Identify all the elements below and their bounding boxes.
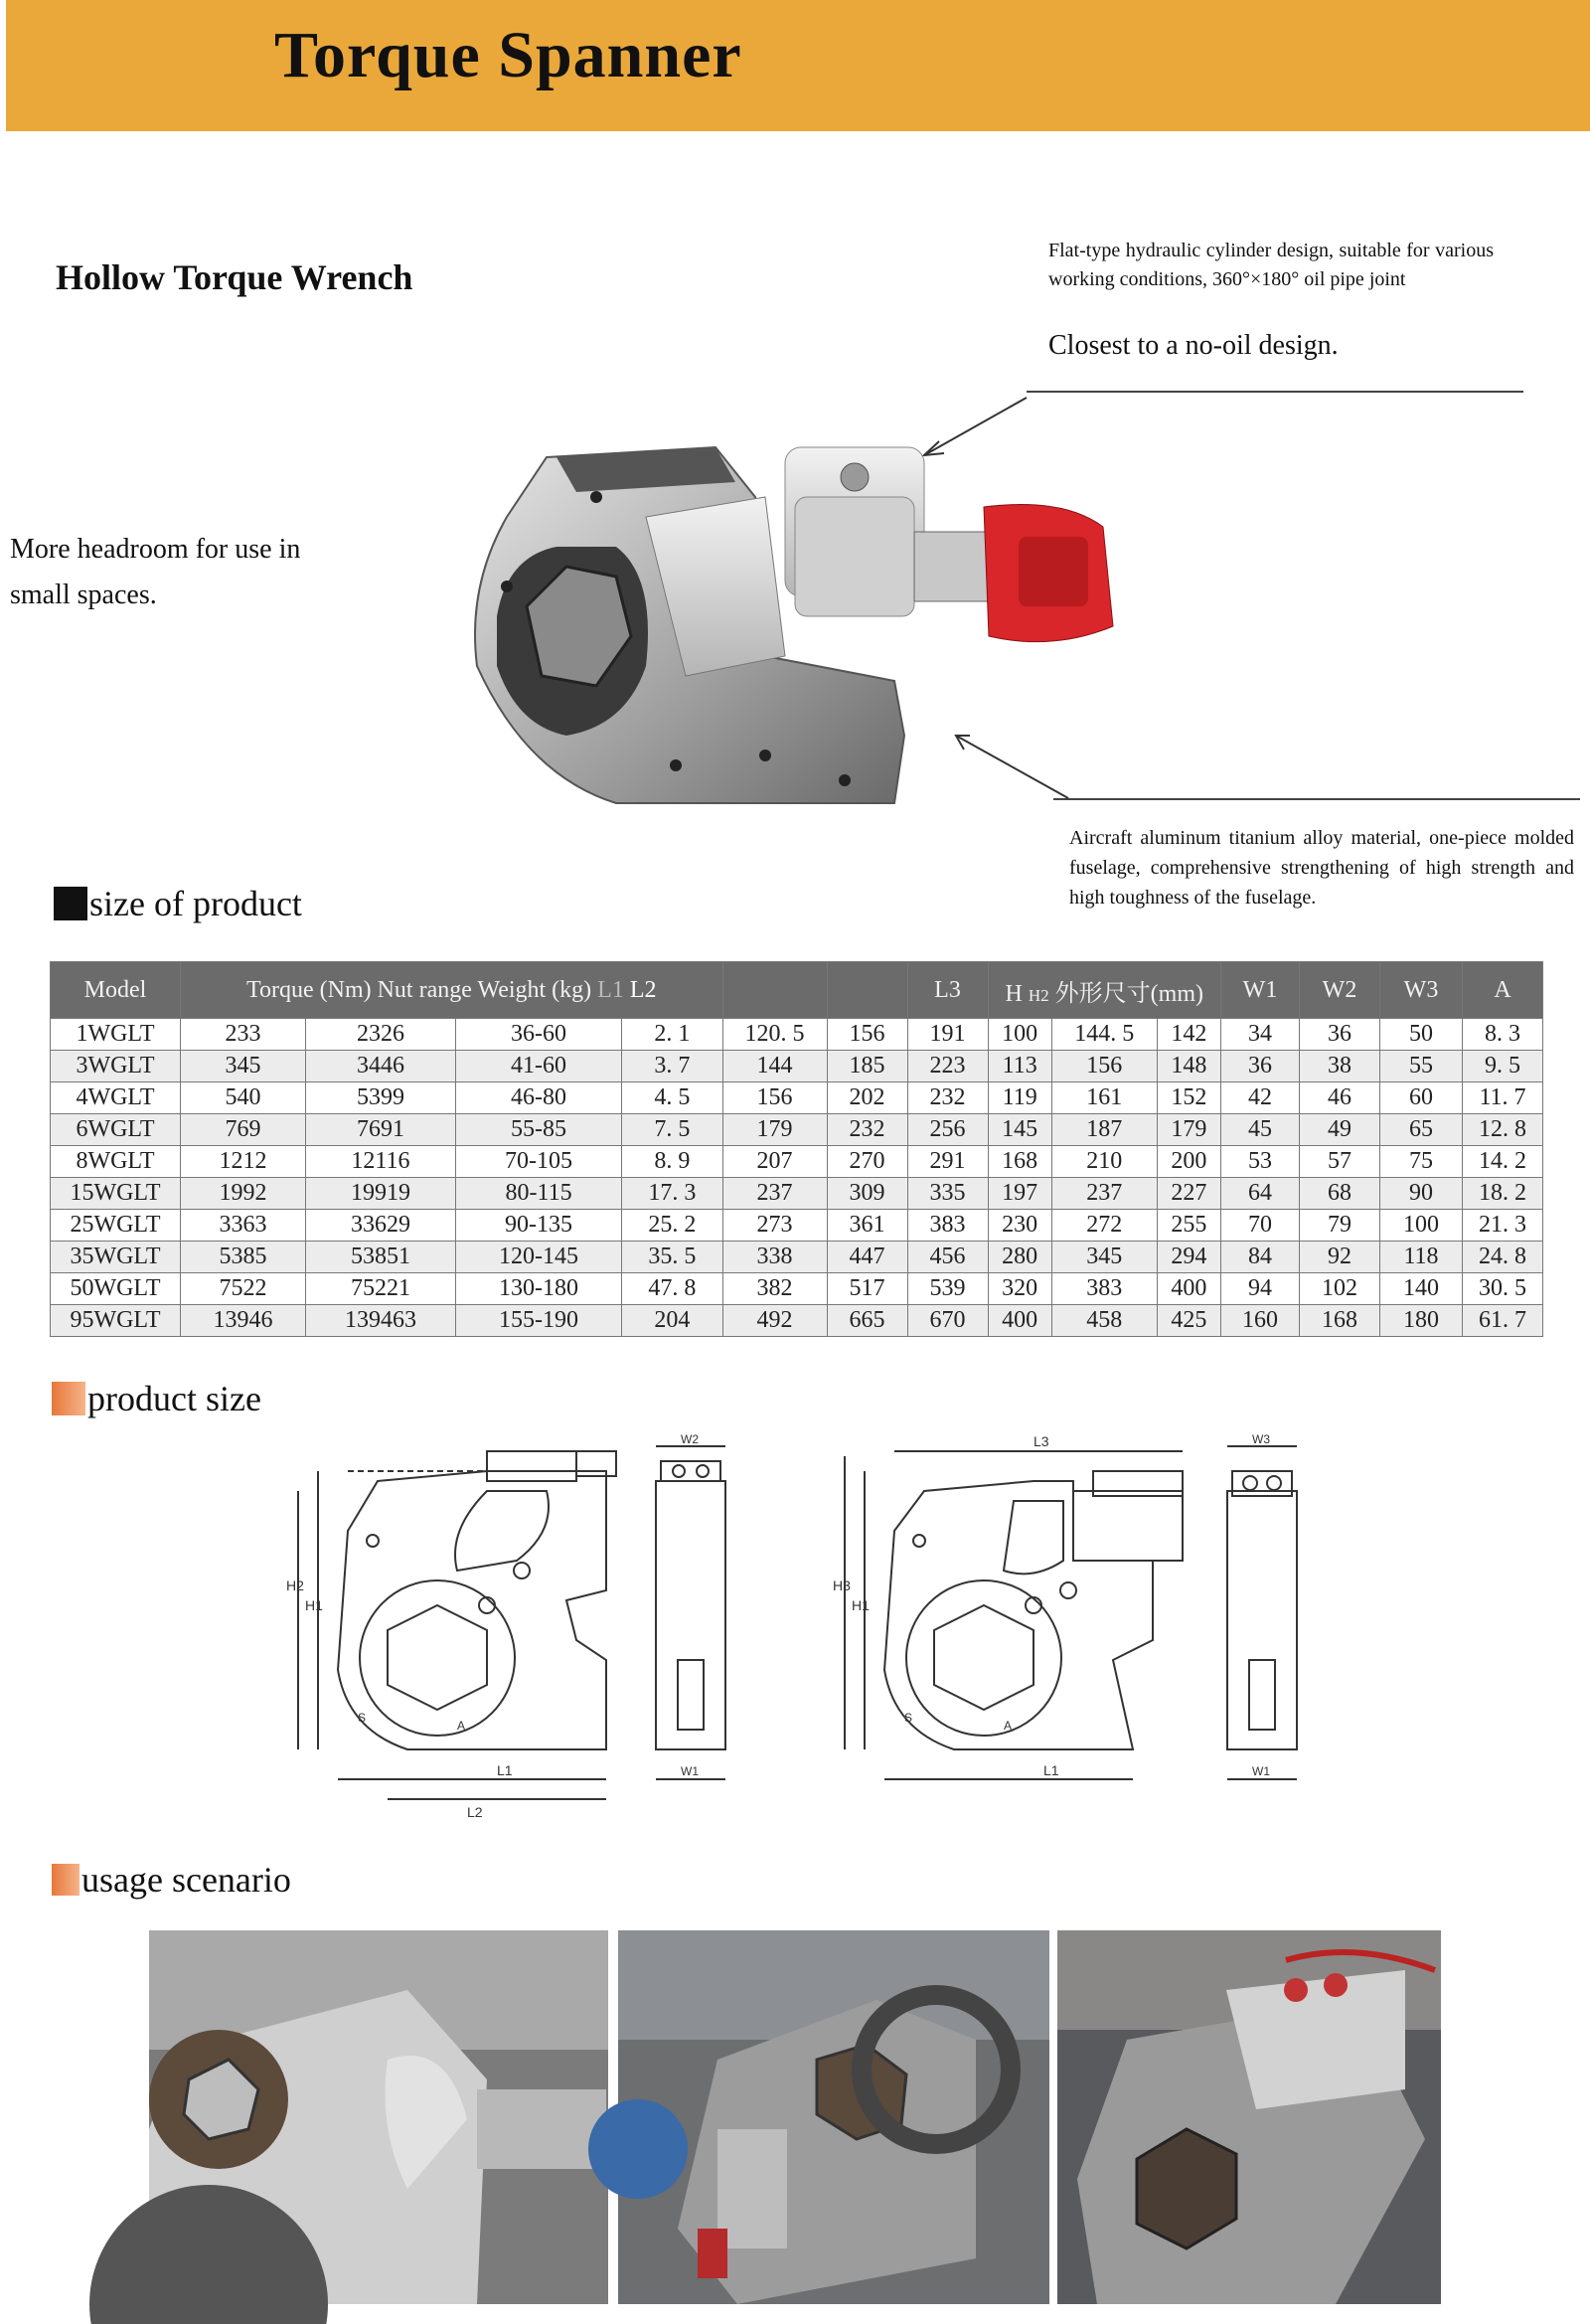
value-cell: 223 bbox=[907, 1051, 988, 1082]
value-cell: 19919 bbox=[306, 1178, 456, 1210]
value-cell: 90 bbox=[1380, 1178, 1463, 1210]
value-cell: 232 bbox=[827, 1114, 907, 1146]
value-cell: 75221 bbox=[306, 1273, 456, 1305]
model-cell: 25WGLT bbox=[51, 1210, 181, 1242]
value-cell: 237 bbox=[1051, 1178, 1157, 1210]
col-h-group bbox=[988, 962, 1220, 1019]
page-title: Torque Spanner bbox=[274, 19, 742, 91]
usage-photo-3 bbox=[1057, 1930, 1441, 2304]
col-l2: L2 bbox=[629, 976, 657, 1003]
value-cell: 35. 5 bbox=[622, 1242, 722, 1273]
value-cell: 383 bbox=[907, 1210, 988, 1242]
value-cell: 100 bbox=[988, 1019, 1051, 1051]
value-cell: 24. 8 bbox=[1463, 1242, 1543, 1273]
value-cell: 1992 bbox=[181, 1178, 306, 1210]
value-cell: 8. 9 bbox=[622, 1146, 722, 1178]
value-cell: 179 bbox=[1157, 1114, 1220, 1146]
value-cell: 50 bbox=[1380, 1019, 1463, 1051]
table-row bbox=[51, 1178, 1543, 1210]
value-cell: 670 bbox=[907, 1305, 988, 1337]
col-w1: W1 bbox=[1221, 962, 1300, 1019]
value-cell: 185 bbox=[827, 1051, 907, 1082]
value-cell: 120. 5 bbox=[722, 1019, 827, 1051]
callout-line-bottom bbox=[1053, 798, 1580, 800]
value-cell: 345 bbox=[1051, 1242, 1157, 1273]
value-cell: 18. 2 bbox=[1463, 1178, 1543, 1210]
model-cell: 3WGLT bbox=[51, 1051, 181, 1082]
value-cell: 140 bbox=[1380, 1273, 1463, 1305]
value-cell: 65 bbox=[1380, 1114, 1463, 1146]
value-cell: 55-85 bbox=[455, 1114, 621, 1146]
value-cell: 382 bbox=[722, 1273, 827, 1305]
value-cell: 233 bbox=[181, 1019, 306, 1051]
value-cell: 12. 8 bbox=[1463, 1114, 1543, 1146]
value-cell: 539 bbox=[907, 1273, 988, 1305]
value-cell: 130-180 bbox=[455, 1273, 621, 1305]
value-cell: 517 bbox=[827, 1273, 907, 1305]
specifications-table bbox=[50, 961, 1543, 1337]
table-row bbox=[51, 1146, 1543, 1178]
value-cell: 320 bbox=[988, 1273, 1051, 1305]
value-cell: 68 bbox=[1300, 1178, 1380, 1210]
value-cell: 291 bbox=[907, 1146, 988, 1178]
model-cell: 4WGLT bbox=[51, 1082, 181, 1114]
product-subtitle: Hollow Torque Wrench bbox=[56, 257, 413, 297]
value-cell: 119 bbox=[988, 1082, 1051, 1114]
col-l1: L1 bbox=[597, 976, 624, 1003]
value-cell: 46-80 bbox=[455, 1082, 621, 1114]
value-cell: 49 bbox=[1300, 1114, 1380, 1146]
value-cell: 139463 bbox=[306, 1305, 456, 1337]
section-marker-icon bbox=[52, 1382, 85, 1415]
value-cell: 200 bbox=[1157, 1146, 1220, 1178]
value-cell: 13946 bbox=[181, 1305, 306, 1337]
col-a: A bbox=[1463, 962, 1543, 1019]
value-cell: 144. 5 bbox=[1051, 1019, 1157, 1051]
value-cell: 79 bbox=[1300, 1210, 1380, 1242]
value-cell: 144 bbox=[722, 1051, 827, 1082]
section-marker-icon bbox=[52, 1864, 80, 1896]
table-row bbox=[51, 1019, 1543, 1051]
value-cell: 120-145 bbox=[455, 1242, 621, 1273]
value-cell: 227 bbox=[1157, 1178, 1220, 1210]
value-cell: 383 bbox=[1051, 1273, 1157, 1305]
value-cell: 155-190 bbox=[455, 1305, 621, 1337]
value-cell: 156 bbox=[722, 1082, 827, 1114]
value-cell: 36 bbox=[1221, 1051, 1300, 1082]
value-cell: 3446 bbox=[306, 1051, 456, 1082]
col-l1-blank bbox=[722, 962, 827, 1019]
value-cell: 180 bbox=[1380, 1305, 1463, 1337]
value-cell: 161 bbox=[1051, 1082, 1157, 1114]
table-row bbox=[51, 1114, 1543, 1146]
col-h: H bbox=[1005, 980, 1023, 1007]
value-cell: 53 bbox=[1221, 1146, 1300, 1178]
technical-drawing-front-1 bbox=[288, 1431, 775, 1829]
value-cell: 70 bbox=[1221, 1210, 1300, 1242]
value-cell: 145 bbox=[988, 1114, 1051, 1146]
table-row bbox=[51, 1242, 1543, 1273]
value-cell: 230 bbox=[988, 1210, 1051, 1242]
dim-label-h1: H1 bbox=[852, 1597, 870, 1613]
value-cell: 55 bbox=[1380, 1051, 1463, 1082]
table-row bbox=[51, 1273, 1543, 1305]
section-title: size of product bbox=[89, 884, 302, 923]
value-cell: 168 bbox=[1300, 1305, 1380, 1337]
value-cell: 458 bbox=[1051, 1305, 1157, 1337]
usage-photo-1 bbox=[149, 1930, 608, 2304]
section-title: product size bbox=[87, 1379, 261, 1418]
value-cell: 41-60 bbox=[455, 1051, 621, 1082]
note-headroom: More headroom for use in small spaces. bbox=[10, 534, 301, 610]
col-w2: W2 bbox=[1300, 962, 1380, 1019]
value-cell: 3363 bbox=[181, 1210, 306, 1242]
value-cell: 152 bbox=[1157, 1082, 1220, 1114]
value-cell: 345 bbox=[181, 1051, 306, 1082]
dim-label-l1: L1 bbox=[497, 1762, 513, 1778]
value-cell: 94 bbox=[1221, 1273, 1300, 1305]
value-cell: 665 bbox=[827, 1305, 907, 1337]
table-body bbox=[51, 1019, 1543, 1337]
model-cell: 50WGLT bbox=[51, 1273, 181, 1305]
value-cell: 197 bbox=[988, 1178, 1051, 1210]
value-cell: 102 bbox=[1300, 1273, 1380, 1305]
model-cell: 8WGLT bbox=[51, 1146, 181, 1178]
table-row bbox=[51, 1082, 1543, 1114]
value-cell: 270 bbox=[827, 1146, 907, 1178]
value-cell: 335 bbox=[907, 1178, 988, 1210]
value-cell: 7691 bbox=[306, 1114, 456, 1146]
col-l3: L3 bbox=[907, 962, 988, 1019]
value-cell: 447 bbox=[827, 1242, 907, 1273]
value-cell: 338 bbox=[722, 1242, 827, 1273]
value-cell: 60 bbox=[1380, 1082, 1463, 1114]
model-cell: 1WGLT bbox=[51, 1019, 181, 1051]
value-cell: 280 bbox=[988, 1242, 1051, 1273]
table-row bbox=[51, 1210, 1543, 1242]
value-cell: 36-60 bbox=[455, 1019, 621, 1051]
value-cell: 46 bbox=[1300, 1082, 1380, 1114]
value-cell: 7522 bbox=[181, 1273, 306, 1305]
value-cell: 204 bbox=[622, 1305, 722, 1337]
col-l2-blank bbox=[827, 962, 907, 1019]
value-cell: 30. 5 bbox=[1463, 1273, 1543, 1305]
value-cell: 25. 2 bbox=[622, 1210, 722, 1242]
section-marker-icon bbox=[54, 887, 87, 920]
value-cell: 61. 7 bbox=[1463, 1305, 1543, 1337]
value-cell: 100 bbox=[1380, 1210, 1463, 1242]
callout-line-top bbox=[1027, 391, 1523, 393]
value-cell: 272 bbox=[1051, 1210, 1157, 1242]
value-cell: 7. 5 bbox=[622, 1114, 722, 1146]
value-cell: 361 bbox=[827, 1210, 907, 1242]
dim-label-l3: L3 bbox=[1034, 1433, 1049, 1449]
value-cell: 179 bbox=[722, 1114, 827, 1146]
value-cell: 11. 7 bbox=[1463, 1082, 1543, 1114]
value-cell: 64 bbox=[1221, 1178, 1300, 1210]
value-cell: 38 bbox=[1300, 1051, 1380, 1082]
value-cell: 309 bbox=[827, 1178, 907, 1210]
title-banner bbox=[6, 0, 1590, 131]
dim-label-h2: H2 bbox=[286, 1577, 304, 1593]
value-cell: 2. 1 bbox=[622, 1019, 722, 1051]
value-cell: 255 bbox=[1157, 1210, 1220, 1242]
dim-label-w1: W1 bbox=[681, 1764, 699, 1778]
dim-label-a: A bbox=[1004, 1719, 1013, 1733]
technical-drawing-front-2 bbox=[835, 1431, 1322, 1829]
value-cell: 14. 2 bbox=[1463, 1146, 1543, 1178]
table-header-row bbox=[51, 962, 1543, 1019]
value-cell: 36 bbox=[1300, 1019, 1380, 1051]
col-chinese-dims: 外形尺寸(mm) bbox=[1054, 980, 1203, 1007]
value-cell: 294 bbox=[1157, 1242, 1220, 1273]
value-cell: 9. 5 bbox=[1463, 1051, 1543, 1082]
col-h2: H2 bbox=[1028, 985, 1049, 1005]
model-cell: 95WGLT bbox=[51, 1305, 181, 1337]
value-cell: 53851 bbox=[306, 1242, 456, 1273]
model-cell: 6WGLT bbox=[51, 1114, 181, 1146]
note-material: Aircraft aluminum titanium alloy material, one-piece molded fuselage, comprehensive strengthening of high strength and high toughness of the fuselage. bbox=[1069, 827, 1574, 909]
value-cell: 456 bbox=[907, 1242, 988, 1273]
value-cell: 425 bbox=[1157, 1305, 1220, 1337]
note-no-oil-design: Closest to a no-oil design. bbox=[1048, 330, 1339, 361]
dim-label-a: A bbox=[457, 1719, 466, 1733]
dim-label-w1: W1 bbox=[1252, 1764, 1270, 1778]
value-cell: 156 bbox=[1051, 1051, 1157, 1082]
col-torque-nut-weight bbox=[181, 962, 723, 1019]
value-cell: 4. 5 bbox=[622, 1082, 722, 1114]
col-torque-nut-weight-label: Torque (Nm) Nut range Weight (kg) bbox=[245, 976, 592, 1003]
dim-label-s: S bbox=[358, 1711, 367, 1725]
value-cell: 57 bbox=[1300, 1146, 1380, 1178]
value-cell: 237 bbox=[722, 1178, 827, 1210]
section-size-of-product bbox=[54, 883, 302, 924]
value-cell: 142 bbox=[1157, 1019, 1220, 1051]
value-cell: 187 bbox=[1051, 1114, 1157, 1146]
value-cell: 3. 7 bbox=[622, 1051, 722, 1082]
value-cell: 34 bbox=[1221, 1019, 1300, 1051]
value-cell: 17. 3 bbox=[622, 1178, 722, 1210]
torque-wrench-image bbox=[467, 437, 1123, 810]
value-cell: 90-135 bbox=[455, 1210, 621, 1242]
value-cell: 273 bbox=[722, 1210, 827, 1242]
value-cell: 5399 bbox=[306, 1082, 456, 1114]
value-cell: 75 bbox=[1380, 1146, 1463, 1178]
value-cell: 160 bbox=[1221, 1305, 1300, 1337]
value-cell: 769 bbox=[181, 1114, 306, 1146]
value-cell: 113 bbox=[988, 1051, 1051, 1082]
dim-label-s: S bbox=[904, 1711, 913, 1725]
value-cell: 148 bbox=[1157, 1051, 1220, 1082]
value-cell: 84 bbox=[1221, 1242, 1300, 1273]
value-cell: 540 bbox=[181, 1082, 306, 1114]
value-cell: 492 bbox=[722, 1305, 827, 1337]
value-cell: 70-105 bbox=[455, 1146, 621, 1178]
value-cell: 191 bbox=[907, 1019, 988, 1051]
value-cell: 5385 bbox=[181, 1242, 306, 1273]
value-cell: 202 bbox=[827, 1082, 907, 1114]
value-cell: 12116 bbox=[306, 1146, 456, 1178]
value-cell: 2326 bbox=[306, 1019, 456, 1051]
dim-label-w2: W2 bbox=[681, 1432, 699, 1446]
dim-label-l1: L1 bbox=[1043, 1762, 1059, 1778]
col-w3: W3 bbox=[1380, 962, 1463, 1019]
value-cell: 400 bbox=[1157, 1273, 1220, 1305]
section-product-size bbox=[52, 1378, 261, 1419]
value-cell: 168 bbox=[988, 1146, 1051, 1178]
value-cell: 80-115 bbox=[455, 1178, 621, 1210]
note-cylinder-design: Flat-type hydraulic cylinder design, suitable for various working conditions, 360°×180° oil pipe joint bbox=[1048, 240, 1494, 290]
dim-label-w3: W3 bbox=[1252, 1432, 1270, 1446]
model-cell: 35WGLT bbox=[51, 1242, 181, 1273]
value-cell: 156 bbox=[827, 1019, 907, 1051]
value-cell: 47. 8 bbox=[622, 1273, 722, 1305]
value-cell: 400 bbox=[988, 1305, 1051, 1337]
value-cell: 232 bbox=[907, 1082, 988, 1114]
value-cell: 256 bbox=[907, 1114, 988, 1146]
section-title: usage scenario bbox=[81, 1860, 291, 1900]
value-cell: 45 bbox=[1221, 1114, 1300, 1146]
section-usage-scenario bbox=[52, 1859, 291, 1901]
col-model: Model bbox=[51, 962, 181, 1019]
dim-label-h1: H1 bbox=[305, 1597, 323, 1613]
value-cell: 1212 bbox=[181, 1146, 306, 1178]
dim-label-h3: H3 bbox=[833, 1577, 851, 1593]
dim-label-l2: L2 bbox=[467, 1804, 483, 1820]
value-cell: 92 bbox=[1300, 1242, 1380, 1273]
usage-photo-2 bbox=[618, 1930, 1049, 2304]
value-cell: 42 bbox=[1221, 1082, 1300, 1114]
value-cell: 8. 3 bbox=[1463, 1019, 1543, 1051]
value-cell: 210 bbox=[1051, 1146, 1157, 1178]
table-row bbox=[51, 1051, 1543, 1082]
value-cell: 21. 3 bbox=[1463, 1210, 1543, 1242]
value-cell: 118 bbox=[1380, 1242, 1463, 1273]
table-row bbox=[51, 1305, 1543, 1337]
model-cell: 15WGLT bbox=[51, 1178, 181, 1210]
value-cell: 207 bbox=[722, 1146, 827, 1178]
value-cell: 33629 bbox=[306, 1210, 456, 1242]
